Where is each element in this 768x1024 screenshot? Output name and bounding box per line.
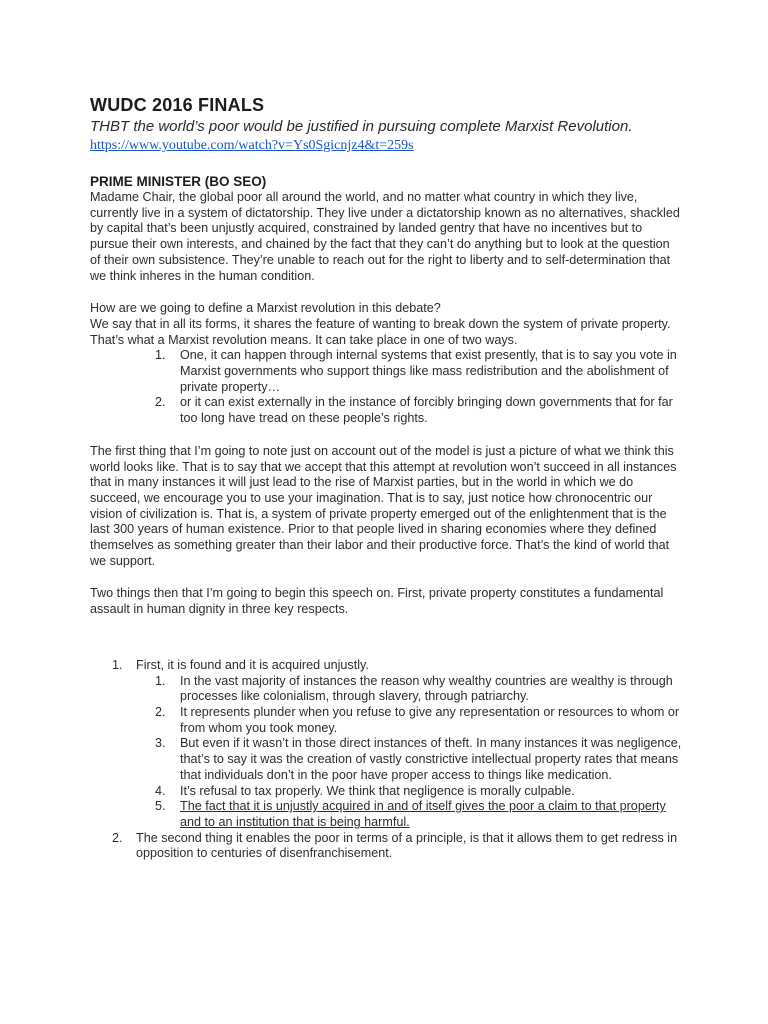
list-number: 4.: [155, 783, 166, 798]
ways-list: [90, 348, 682, 427]
list-item-text: The second thing it enables the poor in terms of a principle, is that it allows them to get redress in opposition to centuries of disenfranchisement.: [136, 830, 678, 861]
list-number: 2.: [155, 704, 166, 719]
paragraph-gap: [90, 427, 682, 444]
paragraph-gap: [90, 618, 682, 658]
list-item-text: or it can exist externally in the instance of forcibly bringing down governments that for far too long have tread on these people’s rights.: [180, 395, 673, 426]
paragraph-private-property: Two things then that I’m going to begin this speech on. First, private property constitutes a fundamental assault in human dignity in three key respects.: [90, 586, 664, 617]
list-item-text: It represents plunder when you refuse to give any representation or resources to whom or from whom you took money.: [180, 704, 680, 735]
document-title: WUDC 2016 FINALS: [90, 95, 265, 115]
list-item-text: In the vast majority of instances the reason why wealthy countries are wealthy is through processes like colonialism, through slavery, through patriarchy.: [180, 673, 673, 704]
list-item: [155, 395, 682, 426]
list-number: 5.: [155, 799, 166, 814]
sub-points-list: [136, 674, 682, 831]
list-item-text: It’s refusal to tax properly. We think that negligence is morally culpable.: [180, 783, 575, 798]
list-number: 1.: [155, 673, 166, 688]
list-item-text: But even if it wasn’t in those direct instances of theft. In many instances it was negligence, that’s to say it was the creation of vastly constrictive intellectual property rates that means that individuals don’t in the poor have proper access to things like medication.: [180, 736, 682, 782]
list-item: [155, 673, 682, 705]
paragraph-definition: We say that in all its forms, it shares the feature of wanting to break down the system of private property. That’s what a Marxist revolution means. It can take place in one of two ways.: [90, 316, 671, 347]
list-item: [112, 657, 682, 831]
points-list: [90, 658, 682, 862]
list-item: [155, 783, 682, 800]
paragraph-gap: [90, 569, 682, 586]
speaker-heading: PRIME MINISTER (BO SEO): [90, 174, 267, 189]
list-item: [112, 830, 682, 862]
paragraph-model: The first thing that I’m going to note just on account out of the model is just a picture of what we think this world looks like. That is to say that we accept that this attempt at revolution won’t succeed in all instances that in many instances it will just lead to the rise of Marxist parties, but in the world in which we do succeed, we encourage you to use your imagination. That is to say, just notice how chronocentric our vision of civilization is. That is, a system of private property emerged out of the enlightenment that is the last 300 years of human existence. Prior to that people lived in sharing economies where they defined themselves as something greater than their labor and their productive force. That’s the kind of world that we support.: [90, 443, 677, 568]
list-item-text-underlined: The fact that it is unjustly acquired in and of itself gives the poor a claim to that property and to an institution that is being harmful.: [180, 799, 666, 829]
list-number: 1.: [112, 657, 123, 672]
list-item: [155, 736, 682, 783]
list-item: [155, 799, 682, 830]
list-item-text: First, it is found and it is acquired unjustly.: [136, 657, 369, 672]
video-link[interactable]: https://www.youtube.com/watch?v=Ys0Sgicnjz4&t=259s: [90, 138, 414, 153]
list-number: 1.: [155, 348, 166, 363]
list-item-text: One, it can happen through internal systems that exist presently, that is to say you vote in Marxist governments who support things like mass redistribution and the abolishment of private property…: [180, 348, 677, 394]
paragraph-intro: Madame Chair, the global poor all around the world, and no matter what country in which they live, currently live in a system of dictatorship. They live under a dictatorship known as no alternatives, shackled by capital that’s been unjustly acquired, constrained by landed gentry that have no incentives but to pursue their own interests, and chained by the fact that they can’t do anything but to look at the question of their own subsistence. They’re unable to reach out for the right to liberty and to self-determination that we think inheres in the human condition.: [90, 190, 680, 283]
list-item: [155, 704, 682, 736]
list-item: [155, 348, 682, 395]
motion-text: THBT the world’s poor would be justified in pursuing complete Marxist Revolution.: [90, 118, 633, 135]
list-number: 2.: [155, 395, 166, 410]
list-number: 3.: [155, 736, 166, 751]
document-body: [90, 94, 682, 862]
paragraph-definition-question: How are we going to define a Marxist revolution in this debate?: [90, 301, 441, 316]
list-number: 2.: [112, 830, 123, 845]
paragraph-gap: [90, 284, 682, 301]
